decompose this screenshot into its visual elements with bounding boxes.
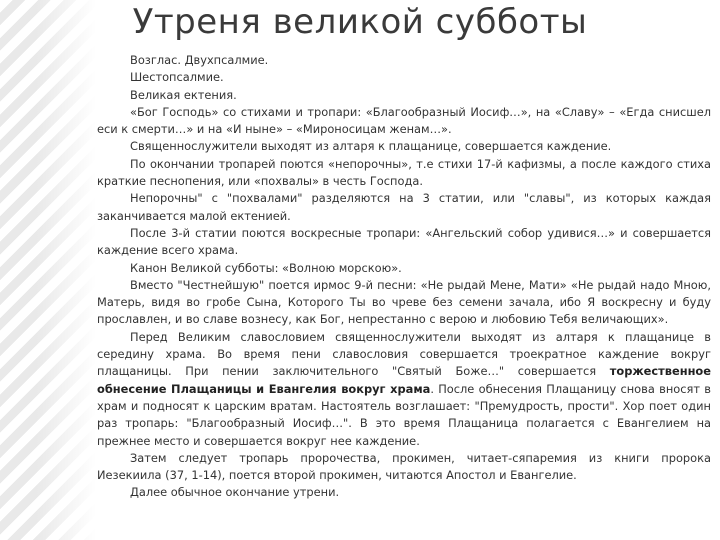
paragraph-kazhdenie: Священнослужители выходят из алтаря к плащанице, совершается каждение. bbox=[130, 139, 612, 154]
slide-body bbox=[97, 52, 711, 502]
slavoslovie-text-after: . После обнесения Плащаницу снова вносят в храм и подносят к царским вратам. Настоятель возглашает: "Премудрость, прости". Хор поет один раз тропарь: "Благообразный Иосиф…". В это время Плащаница полагается с Евангелием на прежнее место и совершается вокруг нее каждение. bbox=[97, 381, 711, 448]
paragraph-shestopsalmie: Шестопсалмие. bbox=[130, 70, 224, 85]
paragraph-parimia: Затем следует тропарь пророчества, прокимен, читает-сяпаремия из книги пророка Иезекиила (37, 1-14), поется второй прокимен, читаются Апостол и Евангелие. bbox=[97, 450, 711, 483]
slavoslovie-text-before: Перед Великим славословием священнослужители выходят из алтаря к плащанице в середину храма. Во время пени славословия совершается троекратное каждение вокруг плащаницы. При пении заключительного "Святый Боже…" совершается bbox=[97, 329, 711, 379]
paragraph-slavoslovie bbox=[97, 329, 711, 450]
paragraph-voskresnye-tropari: После 3-й статии поются воскресные тропари: «Ангельский собор удивися…» и совершается каждение всего храма. bbox=[97, 225, 711, 258]
paragraph-bog-gospod: «Бог Господь» со стихами и тропари: «Благообразный Иосиф…», на «Славу» – «Егда снисшел еси к смерти…» и на «И ныне» – «Мироносицам женам…». bbox=[97, 104, 711, 137]
paragraph-vozglas: Возглас. Двухпсалмие. bbox=[130, 53, 269, 67]
paragraph-okonchanie: Далее обычное окончание утрени. bbox=[130, 485, 340, 500]
paragraph-statii: Непорочны" с "похвалами" разделяются на 3 статии, или "славы", из которых каждая заканчивается малой ектенией. bbox=[97, 191, 711, 223]
paragraph-kanon: Канон Великой субботы: «Волною морскою». bbox=[130, 260, 402, 275]
paragraph-velikaya-ektenia: Великая ектения. bbox=[130, 87, 237, 102]
decorative-stripes bbox=[0, 0, 96, 540]
obnesenie-emphasis: торжественное обнесение Плащаницы и Евангелия вокруг храма bbox=[97, 364, 711, 396]
slide-title: Утреня великой субботы bbox=[132, 2, 588, 42]
paragraph-neporochny: По окончании тропарей поются «непорочны», т.е стихи 17-й кафизмы, а после каждого стиха краткие песнопения, или «похвалы» в честь Господа. bbox=[97, 156, 711, 189]
paragraph-irmos: Вместо "Честнейшую" поется ирмос 9-й песни: «Не рыдай Мене, Мати» «Не рыдай надо Мною, Матерь, видя во гробе Сына, Которого Ты во чреве без семени зачала, ибо Я воскресну и буду прославлен, и во славе вознесу, как Бог, непрестанно с верою и любовию Тебя величающих». bbox=[97, 277, 711, 327]
